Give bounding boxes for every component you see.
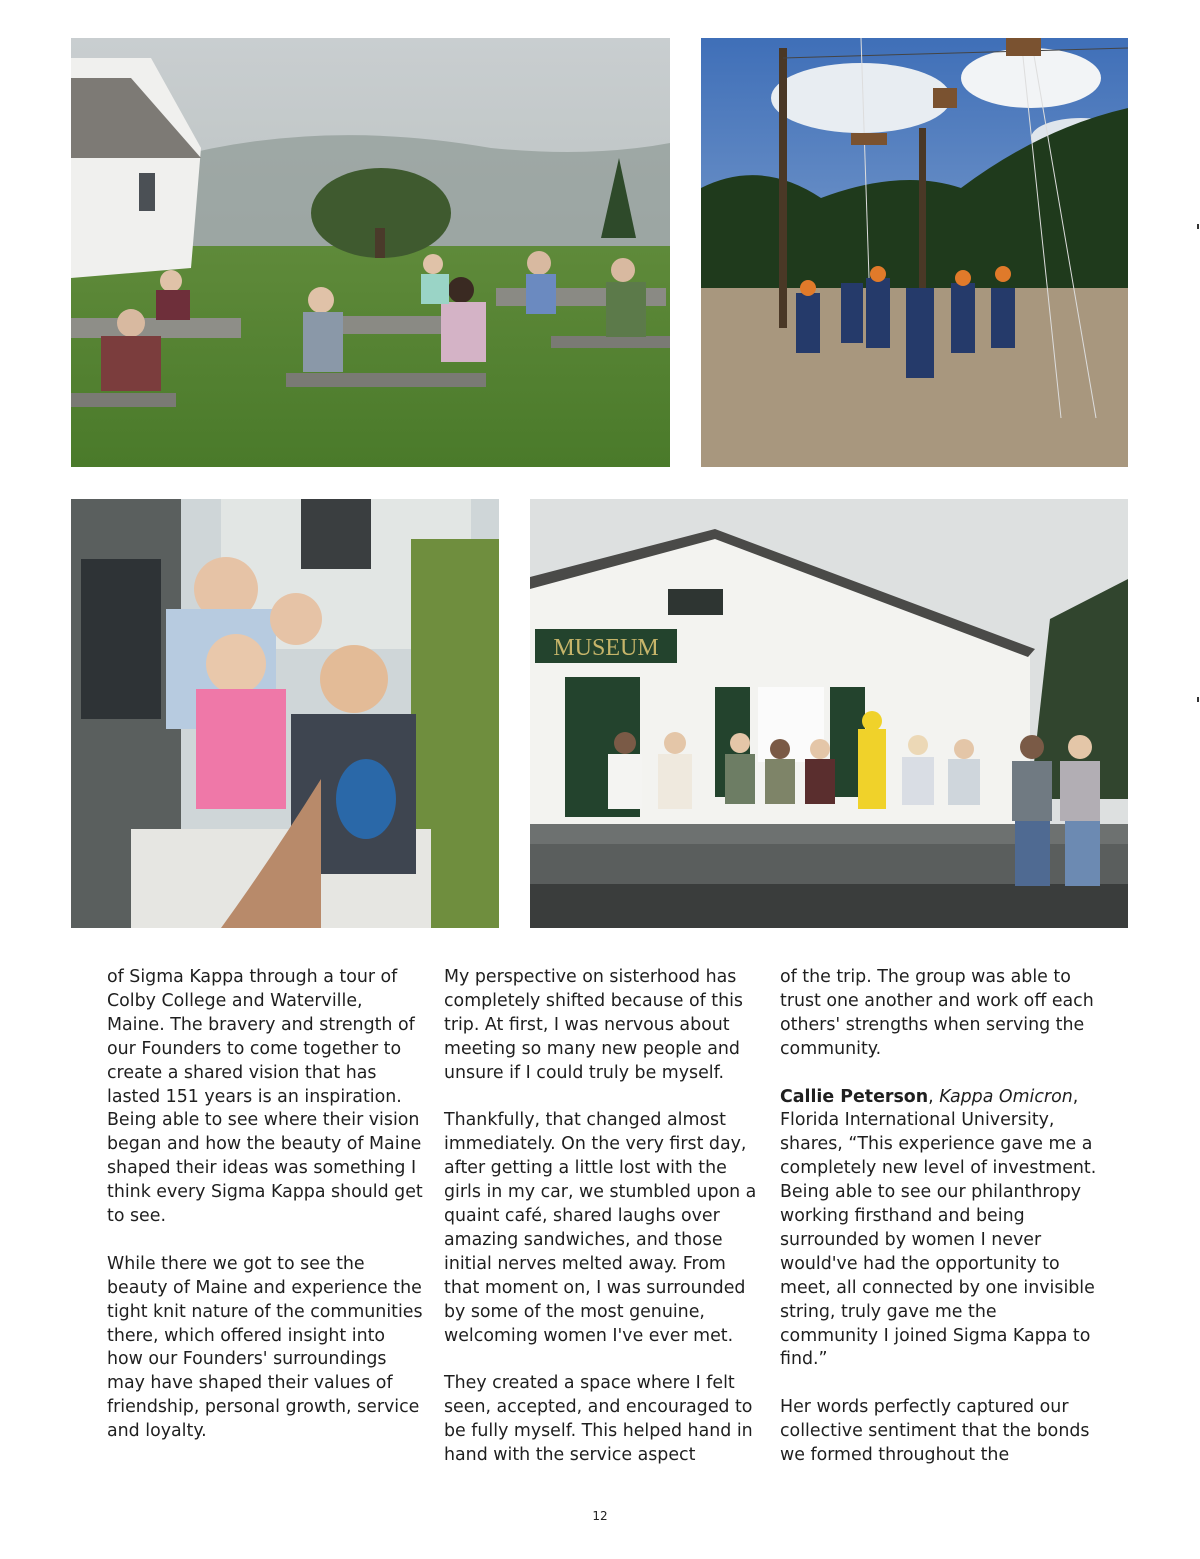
quote-paragraph [780, 1086, 1100, 1373]
outdoor-group-picnic-photo [71, 38, 670, 467]
paragraph: While there we got to see the beauty of Maine and experience the tight knit nature of the communities there, which offered insight into how our Founders' surroundings may have shaped their values of friendship, personal growth, service and loyalty. [107, 1253, 423, 1442]
quote-chapter: Kappa Omicron [939, 1086, 1073, 1107]
paragraph: My perspective on sisterhood has completely shifted because of this trip. At first, I was nervous about meeting so many new people and unsure if I could truly be myself. [444, 967, 743, 1083]
paragraph: They created a space where I felt seen, accepted, and encouraged to be fully myself. This helped hand in hand with the service aspect [444, 1373, 753, 1466]
quote-separator: , [928, 1086, 940, 1107]
museum-porch-group-photo [530, 499, 1128, 928]
paragraph: Thankfully, that changed almost immediately. On the very first day, after getting a little lost with the girls in my car, we stumbled upon a quaint café, shared laughs over amazing sandwiches, and those initial nerves melted away. From that moment on, I was surrounded by some of the most genuine, welcoming women I've ever met. [444, 1110, 757, 1346]
paragraph: of Sigma Kappa through a tour of Colby College and Waterville, Maine. The bravery and strength of our Founders to come together to create a shared vision that has lasted 151 years is an inspiration. Being able to see where their vision began and how the beauty of Maine shaped their ideas was something I think every Sigma Kappa should get to see. [107, 967, 423, 1227]
edge-mark [1197, 697, 1199, 702]
text-column-1 [107, 966, 425, 1444]
text-column-2 [444, 966, 766, 1468]
quote-text: , Florida International University, shares, “This experience gave me a completely new level of investment. Being able to see our philanthropy working firsthand and being surrounded by women I never would've had the opportunity to meet, all connected by one invisible string, truly gave me the community I joined Sigma Kappa to find.” [780, 1086, 1097, 1370]
museum-sign: MUSEUM [553, 635, 659, 661]
text-column-3 [780, 966, 1100, 1468]
paragraph: Her words perfectly captured our collective sentiment that the bonds we formed throughout the [780, 1397, 1090, 1466]
edge-mark [1197, 224, 1199, 229]
page-number: 12 [592, 1509, 608, 1523]
group-selfie-photo [71, 499, 499, 928]
quote-author: Callie Peterson [780, 1086, 929, 1107]
ropes-course-photo [701, 38, 1128, 467]
paragraph: of the trip. The group was able to trust one another and work off each others' strengths when serving the community. [780, 967, 1094, 1059]
